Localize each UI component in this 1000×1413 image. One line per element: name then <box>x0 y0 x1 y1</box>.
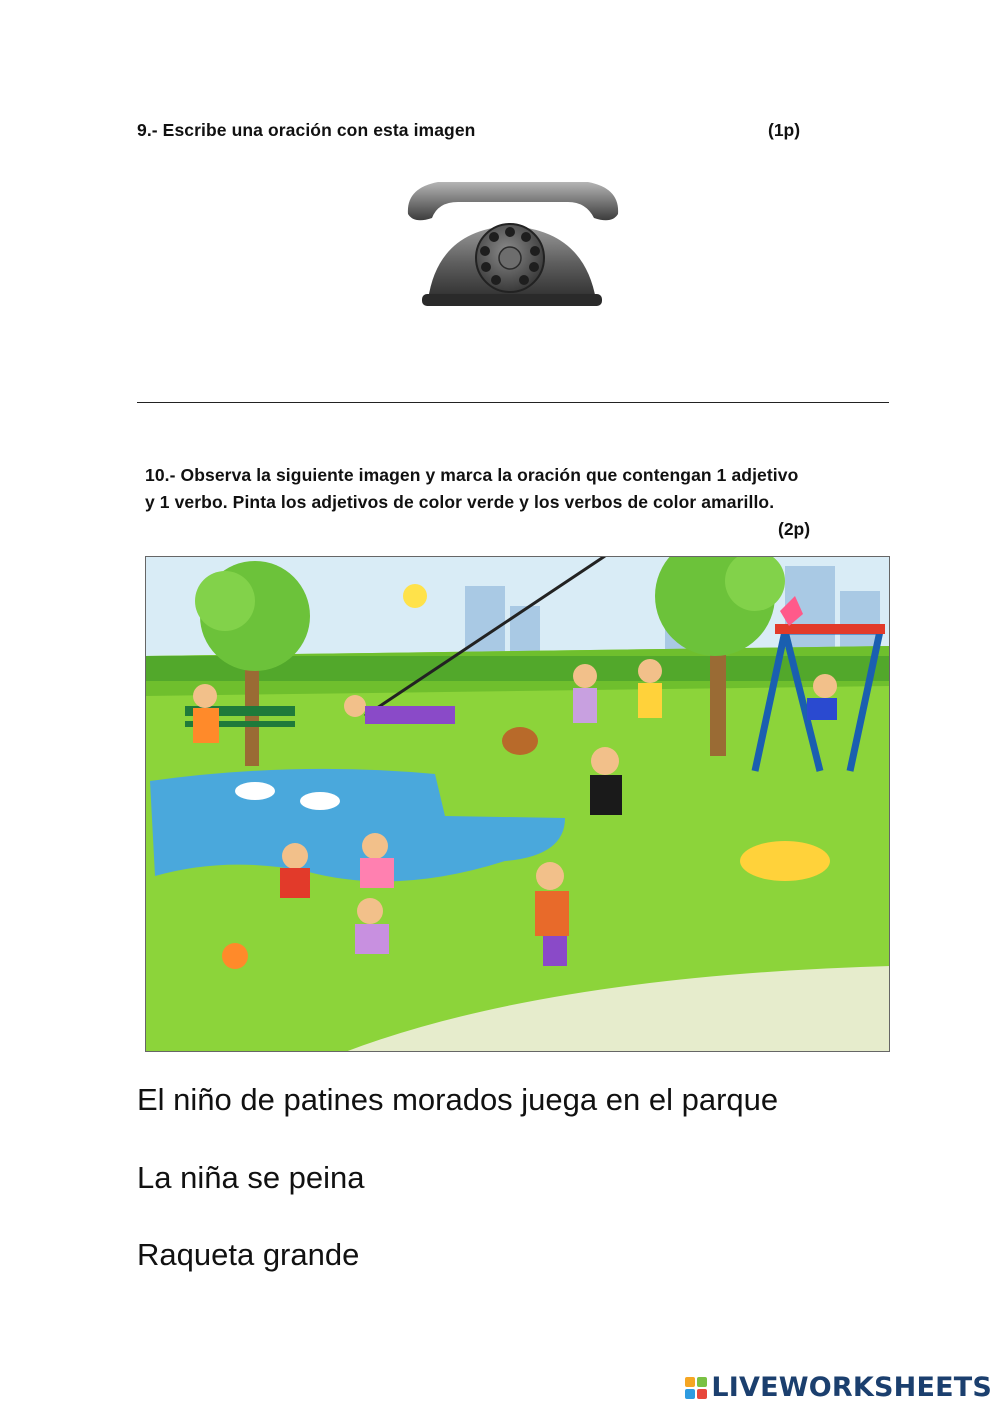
question-10-title-line-2: y 1 verbo. Pinta los adjetivos de color verde y los verbos de color amarillo. <box>145 492 775 512</box>
park-illustration <box>145 556 890 1052</box>
liveworksheets-logo-icon <box>685 1377 707 1399</box>
option-1[interactable]: El niño de patines morados juega en el parque <box>137 1082 779 1117</box>
question-9-title: 9.- Escribe una oración con esta imagen <box>137 120 476 140</box>
option-3[interactable]: Raqueta grande <box>137 1237 360 1272</box>
liveworksheets-brand <box>685 1372 992 1403</box>
option-2[interactable]: La niña se peina <box>137 1160 365 1195</box>
telephone-icon <box>398 168 628 318</box>
answer-line[interactable] <box>137 402 889 403</box>
question-10-title-line-1: 10.- Observa la siguiente imagen y marca la oración que contengan 1 adjetivo <box>145 465 799 485</box>
question-9-points: (1p) <box>768 120 801 140</box>
question-10-points: (2p) <box>778 519 811 539</box>
brand-text: LIVEWORKSHEETS <box>711 1372 992 1403</box>
